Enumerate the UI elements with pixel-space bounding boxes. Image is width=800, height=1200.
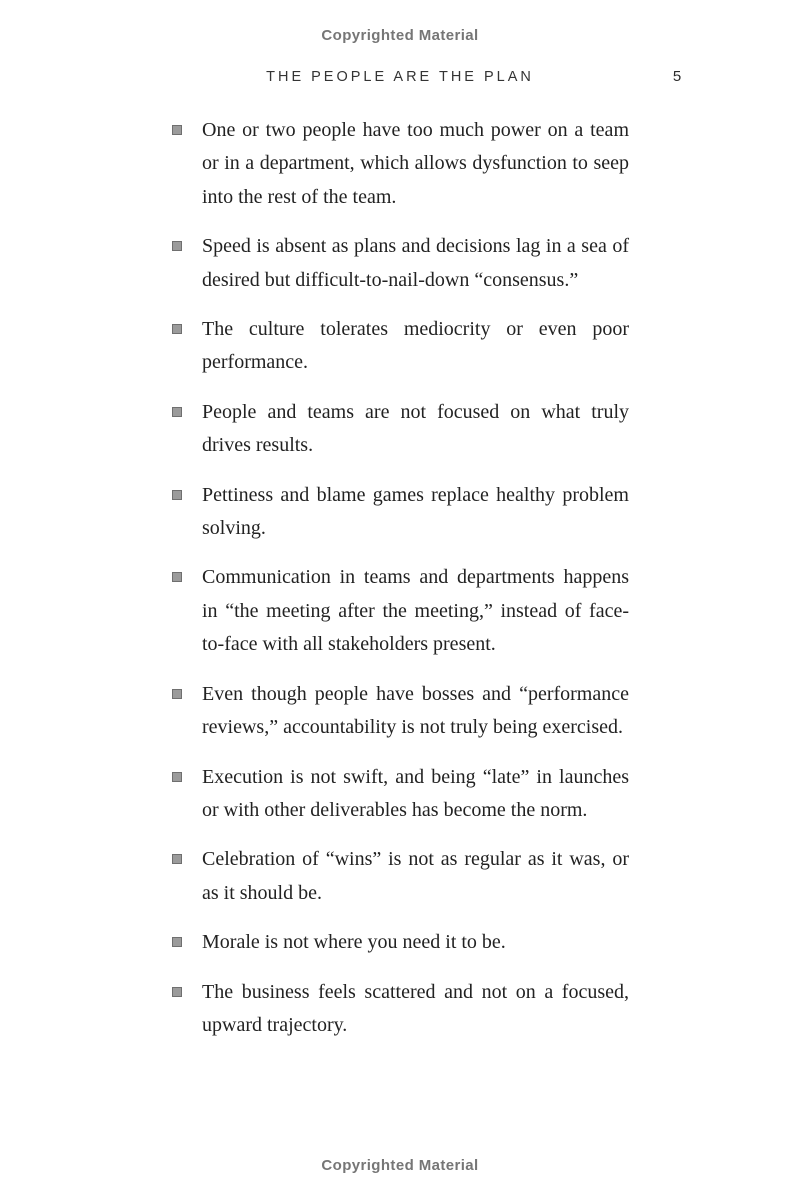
bullet-item	[202, 926, 629, 959]
square-bullet-icon	[172, 241, 182, 251]
square-bullet-icon	[172, 854, 182, 864]
square-bullet-icon	[172, 572, 182, 582]
watermark-top: Copyrighted Material	[321, 27, 479, 44]
bullet-item	[202, 843, 629, 910]
square-bullet-icon	[172, 689, 182, 699]
square-bullet-icon	[172, 490, 182, 500]
bullet-item	[202, 396, 629, 463]
bullet-item	[202, 313, 629, 380]
square-bullet-icon	[172, 987, 182, 997]
bullet-text: Even though people have bosses and “performance reviews,” accountability is not truly being exercised.	[202, 682, 629, 739]
square-bullet-icon	[172, 125, 182, 135]
bullet-item	[202, 678, 629, 745]
bullet-item	[202, 479, 629, 546]
square-bullet-icon	[172, 407, 182, 417]
bullet-item	[202, 976, 629, 1043]
bullet-text: Pettiness and blame games replace healthy problem solving.	[202, 483, 629, 540]
bullet-item	[202, 230, 629, 297]
bullet-text: People and teams are not focused on what truly drives results.	[202, 400, 629, 457]
square-bullet-icon	[172, 772, 182, 782]
bullet-text: Celebration of “wins” is not as regular as it was, or as it should be.	[202, 848, 629, 904]
watermark-bottom: Copyrighted Material	[321, 1157, 479, 1174]
bullet-text: One or two people have too much power on a team or in a department, which allows dysfunction to seep into the rest of the team.	[202, 119, 629, 208]
bullet-item	[202, 761, 629, 828]
bullet-text: Speed is absent as plans and decisions lag in a sea of desired but difficult-to-nail-down “consensus.”	[202, 235, 629, 291]
bullet-item	[202, 561, 629, 661]
bullet-text: Execution is not swift, and being “late” in launches or with other deliverables has become the norm.	[202, 765, 629, 821]
page-number: 5	[672, 68, 682, 85]
square-bullet-icon	[172, 324, 182, 334]
bullet-item	[202, 114, 629, 214]
bullet-list	[202, 114, 629, 1042]
bullet-text: Communication in teams and departments happens in “the meeting after the meeting,” instead of face-to-face with all stakeholders present.	[202, 566, 629, 656]
bullet-text: The culture tolerates mediocrity or even poor performance.	[202, 318, 629, 374]
running-head: THE PEOPLE ARE THE PLAN	[266, 69, 534, 85]
square-bullet-icon	[172, 937, 182, 947]
bullet-text: The business feels scattered and not on a focused, upward trajectory.	[202, 980, 629, 1036]
bullet-text: Morale is not where you need it to be.	[202, 931, 506, 954]
